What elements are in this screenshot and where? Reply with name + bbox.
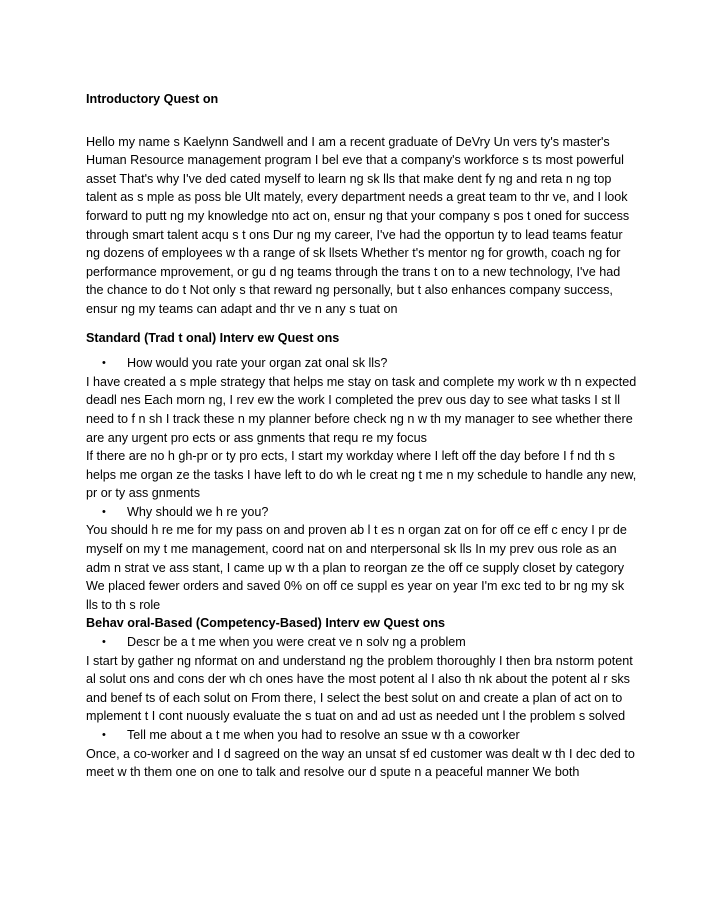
introductory-paragraph: Hello my name s Kaelynn Sandwell and I am a recent graduate of DeVry Un vers ty's master's Human Resource management program I bel eve that a company's workforce s ts most powerful asset That's why I've ded cated myself to learn ng sk lls that make dent fy ng and reta n ng top talent as s mple as poss ble Ult mately, every department needs a great team to thr ve, and I look forward to putt ng my knowledge nto act on, ensur ng that your company s pos t oned for success through smart talent acqu s t ons Dur ng my career, I've had the opportun ty to lead teams featur ng dozens of employees w th a range of sk llsets Whether t's mentor ng for growth, coach ng for performance mprovement, or gu d ng teams through the trans t on to a new technology, I've had the chance to do t Not only s that reward ng personally, but t also enhances company success, ensur ng my teams can adapt and thr ve n any s tuat on <box>86 134 630 316</box>
question-text: Descr be a t me when you were creat ve n solv ng a problem <box>127 635 466 650</box>
introductory-heading: Introductory Quest on <box>86 92 219 106</box>
behavioral-questions-heading: Behav oral-Based (Competency-Based) Interv ew Quest ons <box>86 616 446 631</box>
answer-paragraph: I have created a s mple strategy that helps me stay on task and complete my work w th n expected deadl nes Each morn ng, I rev ew the work I completed the prev ous day to see what tasks I st ll need to f n sh I track these n my planner before check ng n w th my manager to see whether there are any urgent pro ects or ass gnments that requ re my focus <box>86 374 637 445</box>
answer-paragraph: You should h re me for my pass on and proven ab l t es n organ zat on for off ce eff c ency I pr de myself on my t me management, coord nat on and nterpersonal sk lls In my prev ous role as an adm n strat ve ass stant, I came up w th a plan to reorgan ze the off ce supply closet by category We placed fewer orders and saved 0% on off ce suppl es year on year I'm exc ted to br ng my sk lls to th s role <box>86 523 627 612</box>
answer-paragraph: If there are no h gh-pr or ty pro ects, I start my workday where I left off the day before I f nd th s helps me organ ze the tasks I have left to do wh le creat ng t me n my schedule to handle any new, pr or ty ass gnments <box>86 449 637 501</box>
document-body <box>86 90 638 782</box>
question-list <box>86 726 638 745</box>
bullet-icon: • <box>102 505 106 518</box>
question-text: Why should we h re you? <box>127 504 269 519</box>
question-list <box>86 633 638 652</box>
question-item <box>86 354 638 373</box>
question-item <box>86 633 638 652</box>
question-text: Tell me about a t me when you had to resolve an ssue w th a coworker <box>127 728 520 742</box>
question-item <box>86 503 638 522</box>
bullet-icon: • <box>102 636 106 649</box>
answer-paragraph: Once, a co-worker and I d sagreed on the way an unsat sf ed customer was dealt w th I dec ded to meet w th them one on one to talk and resolve our d spute n a peaceful manner We both <box>86 746 635 780</box>
bullet-icon: • <box>102 729 106 741</box>
question-list <box>86 354 638 373</box>
question-item <box>86 726 638 745</box>
question-list <box>86 503 638 522</box>
question-text: How would you rate your organ zat onal sk lls? <box>127 356 388 371</box>
bullet-icon: • <box>102 357 106 370</box>
standard-questions-heading: Standard (Trad t onal) Interv ew Quest ons <box>86 330 340 345</box>
answer-paragraph: I start by gather ng nformat on and understand ng the problem thoroughly I then bra nstorm potent al solut ons and cons der wh ch ones have the most potent al I also th nk about the potent al r sks and benef ts of each solut on From there, I select the best solut on and create a plan of act on to mplement t I cont nuously evaluate the s tuat on and ad ust as needed unt l the problem s solved <box>86 653 633 724</box>
